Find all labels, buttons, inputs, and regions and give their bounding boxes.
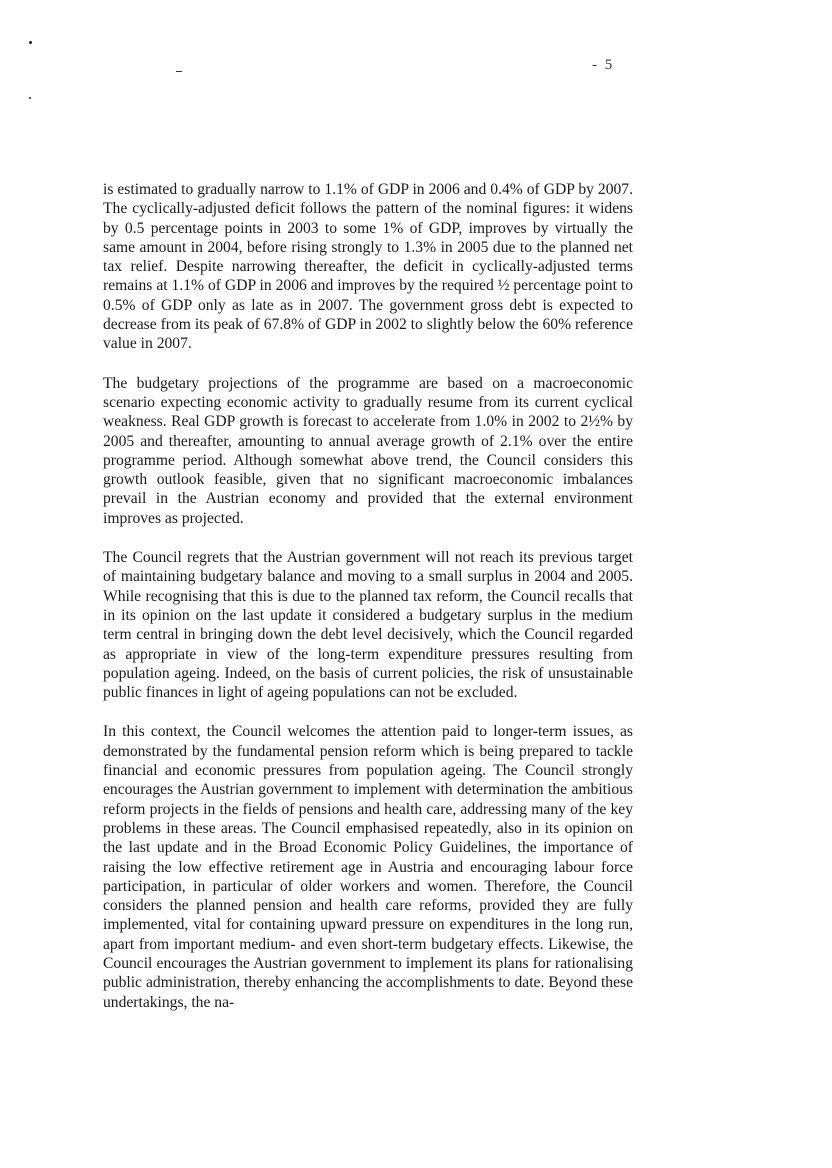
paragraph: is estimated to gradually narrow to 1.1% of GDP in 2006 and 0.4% of GDP by 2007. The cyclically-adjusted deficit follows the pattern of the nominal figures: it widens by 0.5 percentage points in 2003 to some 1% of GDP, improves by virtually the same amount in 2004, before rising strongly to 1.3% in 2005 due to the planned net tax relief. Despite narrowing thereafter, the deficit in cyclically-adjusted terms remains at 1.1% of GDP in 2006 and improves by the required ½ percentage point to 0.5% of GDP only as late as in 2007. The government gross debt is expected to decrease from its peak of 67.8% of GDP in 2002 to slightly below the 60% reference value in 2007. — [103, 181, 633, 353]
scan-dot-mark — [29, 41, 32, 44]
document-body — [103, 180, 633, 1012]
scan-dash-mark — [176, 71, 182, 72]
page-number: - 5 — [592, 57, 615, 73]
paragraph: In this context, the Council welcomes the attention paid to longer-term issues, as demonstrated by the fundamental pension reform which is being prepared to tackle financial and economic pressures from population ageing. The Council strongly encourages the Austrian government to implement with determination the ambitious reform projects in the fields of pensions and health care, addressing many of the key problems in these areas. The Council emphasised repeatedly, also in its opinion on the last update and in the Broad Economic Policy Guidelines, the importance of raising the low effective retirement age in Austria and encouraging labour force participation, in particular of older workers and women. Therefore, the Council considers the planned pension and health care reforms, provided they are fully implemented, vital for containing upward pressure on expenditures in the long run, apart from important medium- and even short-term budgetary effects. Likewise, the Council encourages the Austrian government to implement its plans for rationalising public administration, thereby enhancing the accomplishments to date. Beyond these undertakings, the na- — [103, 723, 633, 1011]
paragraph: The budgetary projections of the programme are based on a macroeconomic scenario expecting economic activity to gradually resume from its current cyclical weakness. Real GDP growth is forecast to accelerate from 1.0% in 2002 to 2½% by 2005 and thereafter, amounting to annual average growth of 2.1% over the entire programme period. Although somewhat above trend, the Council considers this growth outlook feasible, given that no significant macroeconomic imbalances prevail in the Austrian economy and provided that the external environment improves as projected. — [103, 374, 633, 527]
paragraph: The Council regrets that the Austrian government will not reach its previous target of maintaining budgetary balance and moving to a small surplus in 2004 and 2005. While recognising that this is due to the planned tax reform, the Council recalls that in its opinion on the last update it considered a budgetary surplus in the medium term central in bringing down the debt level decisively, which the Council regarded as appropriate in view of the long-term expenditure pressures resulting from population ageing. Indeed, on the basis of current policies, the risk of unsustainable public finances in light of ageing populations can not be excluded. — [103, 549, 633, 702]
scan-dot-mark — [29, 97, 31, 99]
